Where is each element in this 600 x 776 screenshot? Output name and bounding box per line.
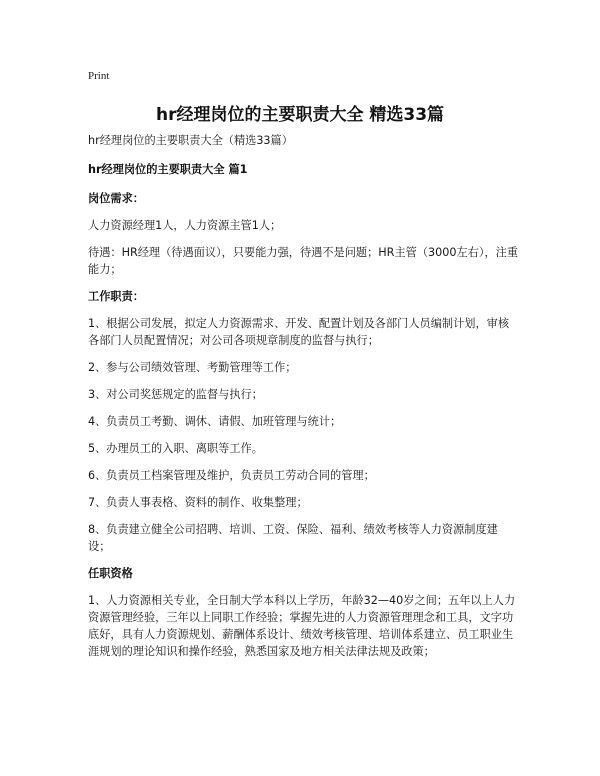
duty-item: 4、负责员工考勤、调休、请假、加班管理与统计； xyxy=(88,415,342,428)
duty-item: 6、负责员工档案管理及维护，负责员工劳动合同的管理； xyxy=(88,469,375,482)
duty-item: 1、根据公司发展，拟定人力资源需求、开发、配置计划及各部门人员编制计划，审核各部门人员配置情况；对公司各项规章制度的监督与执行； xyxy=(88,317,510,347)
document-body xyxy=(88,132,520,670)
qualification-item: 1、人力资源相关专业，全日制大学本科以上学历，年龄32—40岁之间；五年以上人力资源管理经验，三年以上同职工作经验；掌握先进的人力资源管理理念和工具，文字功底好，具有人力资源规划、薪酬体系设计、绩效考核管理、培训体系建立、员工职业生涯规划的理论知识和操作经验，熟悉国家及地方相关法律法规及政策； xyxy=(88,594,516,658)
print-label: Print xyxy=(88,70,110,82)
duty-item: 7、负责人事表格、资料的制作、收集整理； xyxy=(88,496,308,509)
document-title: hr经理岗位的主要职责大全 精选33篇 xyxy=(155,105,445,125)
requirements-heading: 岗位需求： xyxy=(88,192,144,205)
document-subtitle: hr经理岗位的主要职责大全（精选33篇） xyxy=(88,134,293,147)
requirements-line: 待遇：HR经理（待遇面议），只要能力强，待遇不是问题；HR主管（3000左右），注重能力； xyxy=(88,246,519,276)
section-title: hr经理岗位的主要职责大全 篇1 xyxy=(88,163,248,176)
duty-item: 5、办理员工的入职、离职等工作。 xyxy=(88,442,263,455)
duties-heading: 工作职责： xyxy=(88,290,144,303)
duty-item: 8、负责建立健全公司招聘、培训、工资、保险、福利、绩效考核等人力资源制度建设； xyxy=(88,523,498,553)
duty-item: 3、对公司奖惩规定的监督与执行； xyxy=(88,388,263,401)
requirements-line: 人力资源经理1人，人力资源主管1人； xyxy=(88,219,282,232)
qualifications-heading: 任职资格 xyxy=(88,567,133,580)
duty-item: 2、参与公司绩效管理、考勤管理等工作； xyxy=(88,361,297,374)
